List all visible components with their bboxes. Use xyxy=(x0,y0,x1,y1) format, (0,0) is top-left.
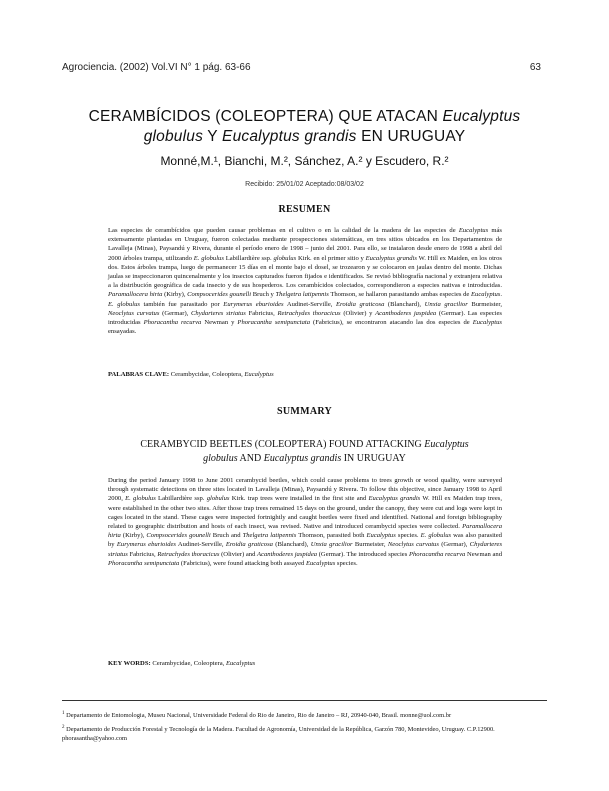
english-title: CERAMBYCID BEETLES (COLEOPTERA) FOUND ATTACKING Eucalyptus globulus AND Eucalyptus grandis IN URUGUAY xyxy=(140,439,469,464)
footnote-1: $^1$ Departamento de Entomologia, Museu Nacional, Universidade Federal do Rio de Janeiro, Rio de Janeiro – RJ, 20940-040, Brasil. monne@uol.com.br xyxy=(62,711,452,720)
footnotes xyxy=(62,709,547,746)
key-words: KEY WORDS: Cerambycidae, Coleoptera, Eucalyptus xyxy=(108,660,256,667)
authors: Monné,M.¹, Bianchi, M.², Sánchez, A.² y Escudero, R.² xyxy=(160,154,449,168)
resumen-body xyxy=(108,226,502,336)
palabras-clave: PALABRAS CLAVE: Cerambycidae, Coleoptera, Eucalyptus xyxy=(108,371,274,378)
journal-citation: Agrociencia. (2002) Vol.VI N° 1 pág. 63-66 xyxy=(62,62,251,73)
running-head xyxy=(62,62,541,73)
received-accepted-dates: Recibido: 25/01/02 Aceptado:08/03/02 xyxy=(245,181,364,188)
page-number: 63 xyxy=(529,62,541,73)
footnote-2: $^2$ Departamento de Producción Forestal y Tecnología de la Madera. Facultad de Agronomía, Universidad de la República, Garzón 780, Montevideo, Uruguay. C.P.12900. phorasantha@yahoo.com xyxy=(62,725,495,743)
summary-body xyxy=(108,476,502,568)
summary-heading: SUMMARY xyxy=(276,406,333,417)
footnote-divider xyxy=(62,700,547,701)
resumen-paragraph: Las especies de cerambícidos que pueden causar problemas en el cultivo o en la calidad de la madera de las especies de Eucalyptus más extensamente plantadas en Uruguay, fueron colectadas mediante prospecciones sistemáticas, en tres sitios ubicados en los Departamentos de Lavalleja (Minas), Paysandú y Rivera, durante el período enero de 1998 – junio del 2001. Para ello, se instalaron desde enero de 1998 a abril del 2000 árboles trampa, utilizando E. globulus Labillardière ssp. globulus Kirk. en el primer sitio y Eucalyptus grandis W. Hill ex Maiden, en los otros dos. Estos árboles trampa, luego de permanecer 15 días en el monte bajo el dosel, se trozearon y se colocaron en jaulas dentro del monte. Dichas jaulas se inspeccionaron quincenalmente y los insectos capturados fueron fijados e identificados. Se revisó bibliografía nacional y extranjera relativa a la distribución geográfica de cada insecto y de sus hospederos. Los cerambícidos colectados, correspondieron a especies nativas e introducidas. Paramallocera hirta (Kirby), Compsocerides gounelli Bruch y Thelgetra latipennis Thomson, se hallaron parasitando ambas especies de Eucalyptus. E. globulus también fue parasitado por Eurymerus eburioides Audinet-Serville, Eroidia graticosa (Blanchard), Unxia gracilior Burmeister, Neoclytus curvatus (Germar), Chydarteres striatus Fabricius, Retrachydes thoracicus (Olivier) y Acanthoderes jaspidea (Germar). Las especies introducidas Phoracantha recurva Newman y Phoracantha semipunctata (Fabricius), se encontraron atacando las dos especies de Eucalyptus ensayadas. xyxy=(108,227,503,336)
resumen-heading: RESUMEN xyxy=(278,204,331,215)
article-title: CERAMBÍCIDOS (COLEOPTERA) QUE ATACAN Eucalyptus globulus Y Eucalyptus grandis EN URUGUAY xyxy=(88,108,521,145)
summary-paragraph: During the period January 1998 to June 2001 cerambycid beetles, which could cause problems to trees growth or wood quality, were surveyed through systematic detections on three sites located in Lavalleja (Minas), Paysandú y Rivera. To follow this objective, since January 1998 to April 2000, E. globulus Labillardière ssp. globulus Kirk. trap trees were installed in the first site and Eucalyptus grandis W. Hill ex Maiden trap trees, were established in the other two sites. After those trap trees remained 15 days on the ground, under the canopy, they were cut and logs were kept in cages located in the stand. These cages were inspected fortnightly and caught beetles were fixed and identified. National and foreign bibliography related to geographic distribution and hosts of each insect, was revised. Native and introduced cerambycid species were collected. Paramallocera hirta (Kirby), Compsocerides gounelli Bruch and Thelgetra latipennis Thomson, parasited both Eucalyptus species. E. globulus was also parasited by Eurymerus eburioides Audinet-Serville, Eroidia graticosa (Blanchard), Unxia gracilior Burmeister, Neoclytus curvatus (Germar), Chydarteres striatus Fabricius, Retrachydes thoracicus (Olivier) and Acanthoderes jaspidea (Germar). The introduced species Phoracantha recurva Newman and Phoracantha semipunctata (Fabricius), were found attacking both assayed Eucalyptus species. xyxy=(108,477,503,567)
